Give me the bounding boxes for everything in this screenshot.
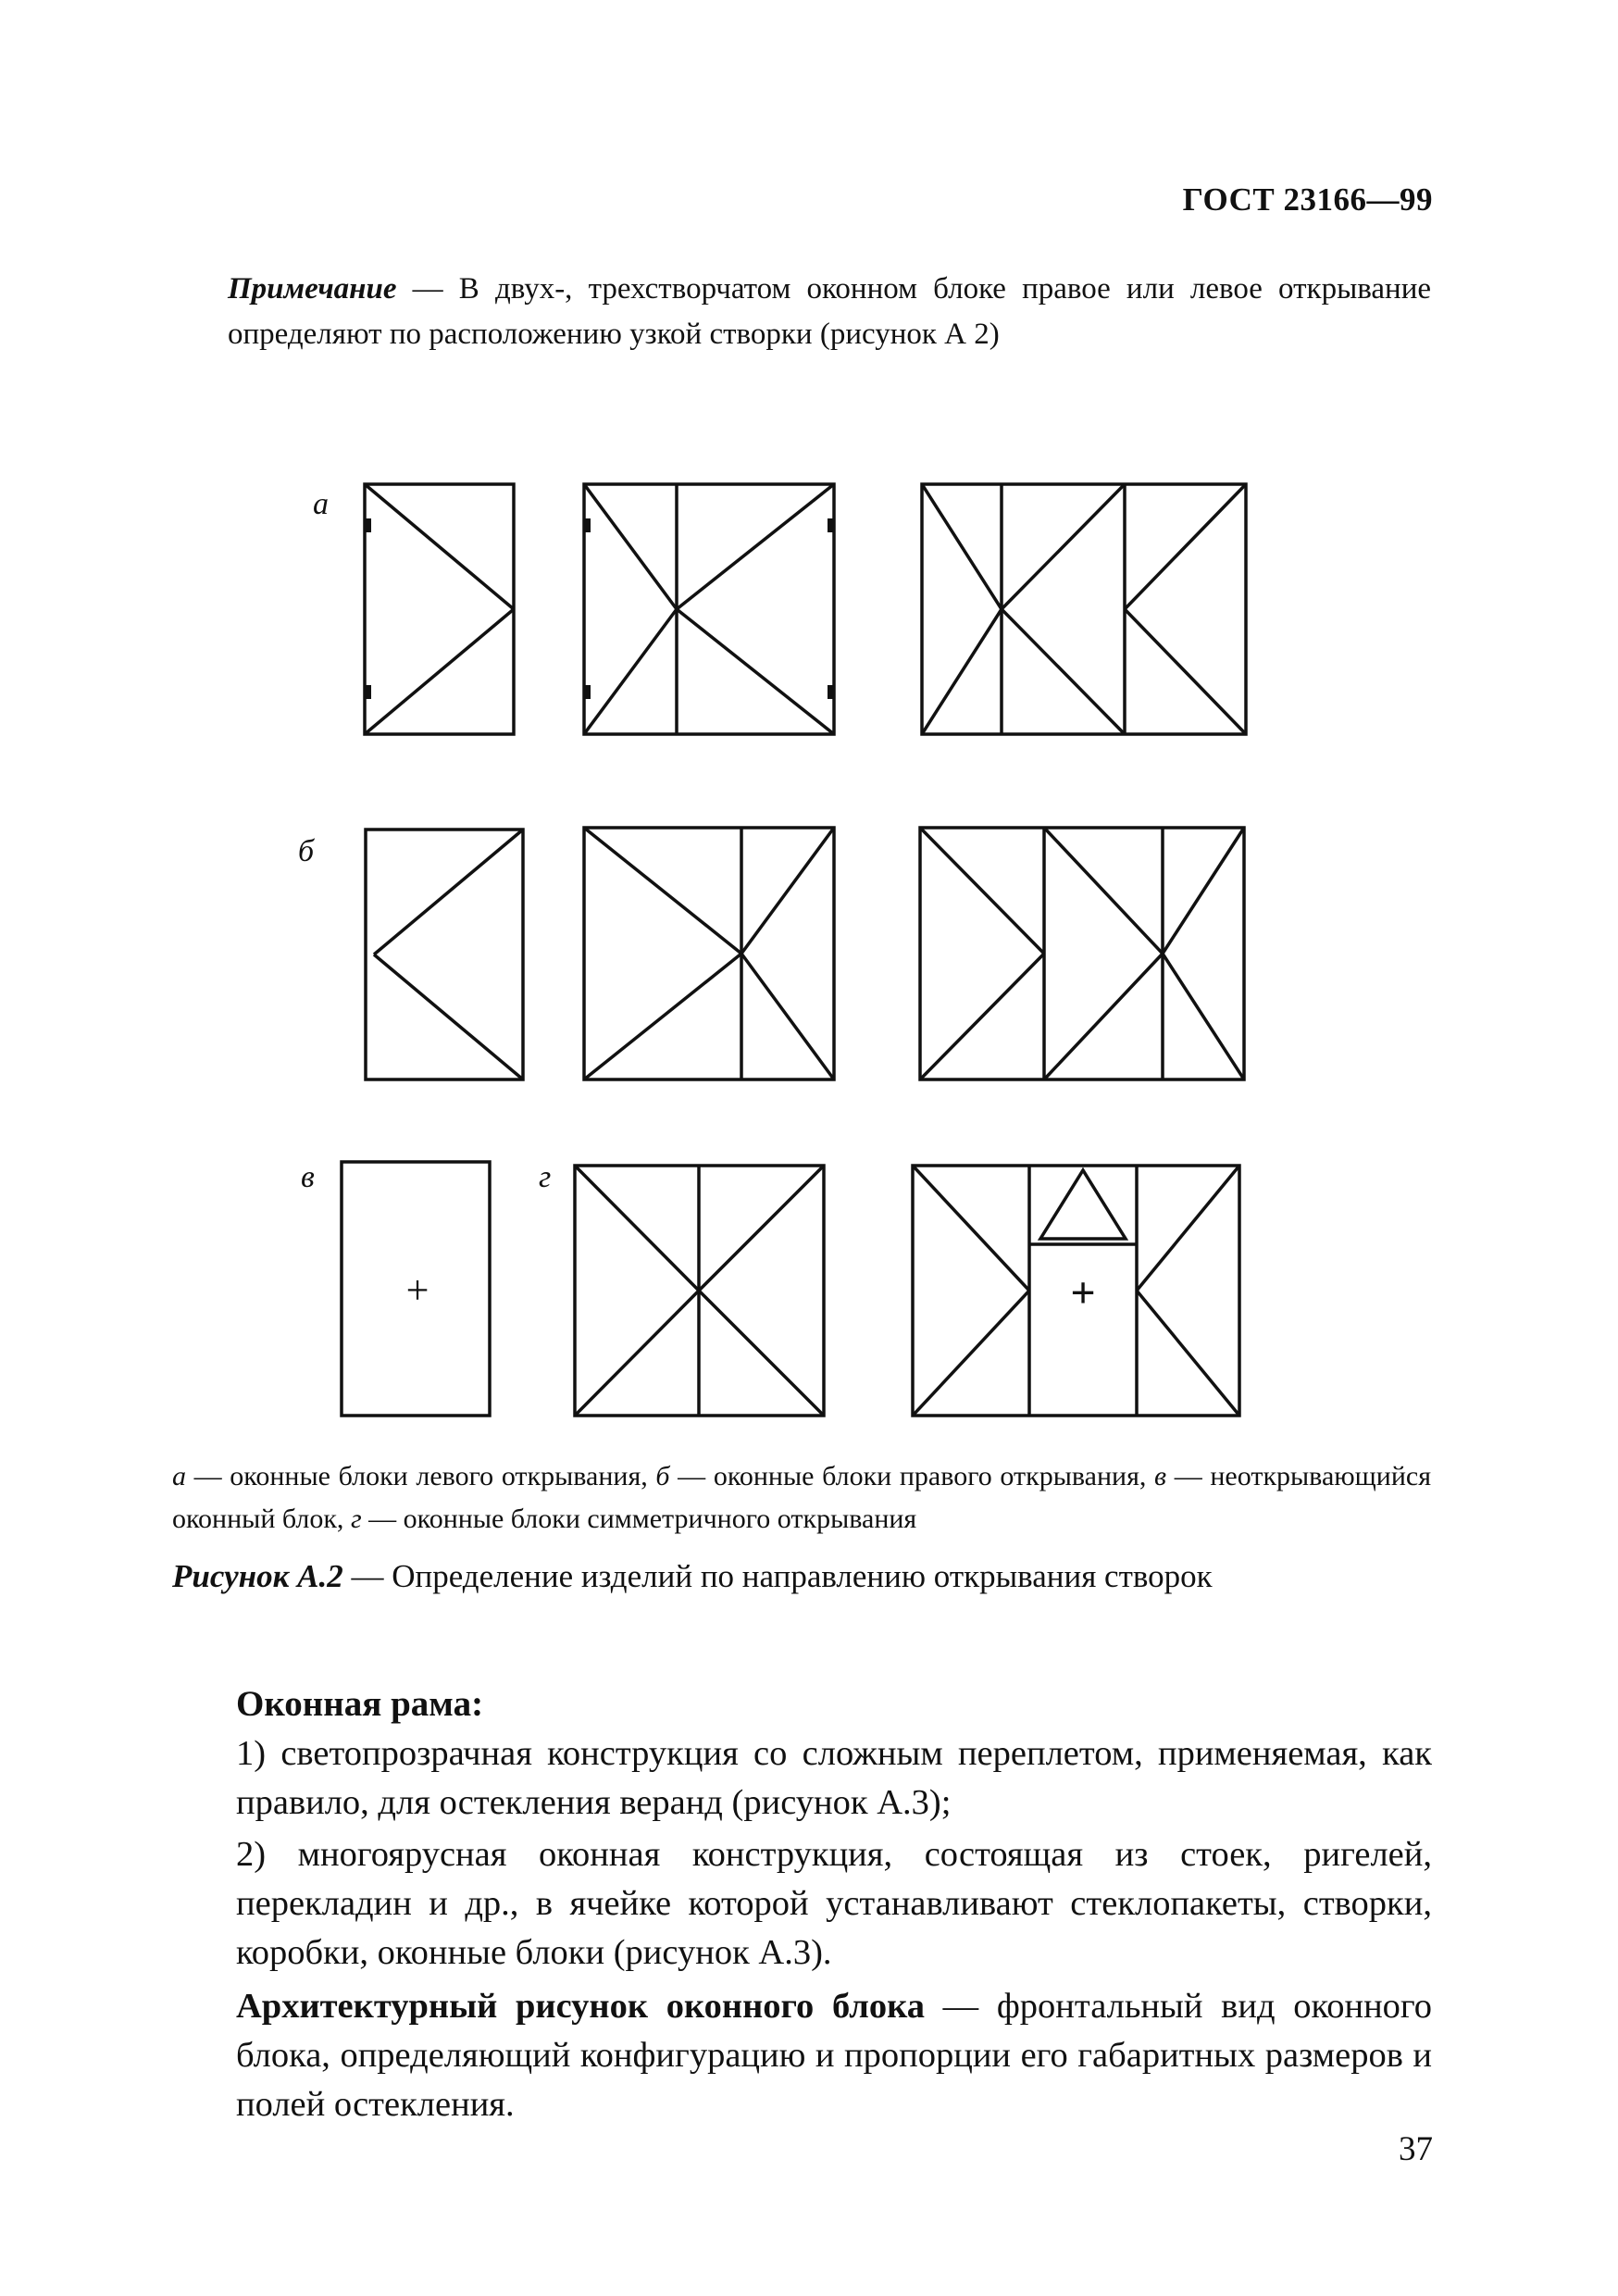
window-g-double-symmetric	[575, 1166, 824, 1416]
window-a-triple-left	[922, 484, 1246, 734]
page-number: 37	[1399, 2130, 1433, 2168]
fixed-pane-plus: +	[405, 1267, 429, 1313]
term-window-frame: Оконная рама:	[236, 1684, 484, 1724]
definition-item-2: 2) многоярусная оконная конструкция, состоящая из стоек, ригелей, перекладин и др., в ячейке которой устанавливают стеклопакеты, створки, коробки, оконные блоки (рисунок А.3).	[236, 1835, 1432, 1972]
caption-letter-b: б	[655, 1461, 670, 1491]
caption-text-v: — неоткрывающийся оконный блок,	[172, 1461, 1432, 1534]
figure-title	[172, 1554, 1431, 1600]
window-a-double-left	[584, 484, 834, 734]
figure-caption	[172, 1455, 1431, 1541]
window-b-double-right	[584, 828, 834, 1079]
definition-architectural	[236, 1982, 1432, 2129]
window-b-single-right	[366, 830, 523, 1079]
figure-title-text: — Определение изделий по направлению открывания створок	[342, 1558, 1213, 1594]
fixed-center-pane-plus: +	[1070, 1268, 1096, 1317]
caption-text-b: — оконные блоки правого открывания,	[669, 1461, 1155, 1491]
row-label-g: г	[539, 1160, 552, 1194]
row-label-a: а	[313, 487, 329, 521]
caption-text-g: — оконные блоки симметричного открывания	[361, 1504, 917, 1534]
architectural-definition-text: — фронтальный вид оконного блока, определяющий конфигурацию и пропорции его габаритных размеров и полей остекления.	[236, 1987, 1433, 2124]
document-code-header: ГОСТ 23166—99	[1182, 181, 1433, 218]
caption-letter-g: г	[350, 1504, 362, 1534]
row-label-v: в	[301, 1160, 315, 1194]
note-text: — В двух-, трехстворчатом оконном блоке правое или левое открывание определяют по расположению узкой створки (рисунок А 2)	[228, 272, 1431, 351]
window-v-fixed	[342, 1162, 490, 1416]
term-architectural-drawing: Архитектурный рисунок оконного блока	[236, 1987, 925, 2026]
definition-item-1: 1) светопрозрачная конструкция со сложным переплетом, применяемая, как правило, для остекления веранд (рисунок А.3);	[236, 1734, 1432, 1822]
row-label-b: б	[298, 834, 315, 868]
window-g-triple-with-transom	[913, 1166, 1239, 1416]
caption-text-a: — оконные блоки левого открывания,	[186, 1461, 656, 1491]
note-label: Примечание	[228, 272, 397, 306]
window-b-triple-right	[920, 828, 1244, 1079]
caption-letter-a: а	[172, 1461, 186, 1491]
window-a-single-left	[365, 484, 514, 734]
caption-letter-v: в	[1154, 1461, 1167, 1491]
figure-title-label: Рисунок А.2	[172, 1558, 343, 1594]
